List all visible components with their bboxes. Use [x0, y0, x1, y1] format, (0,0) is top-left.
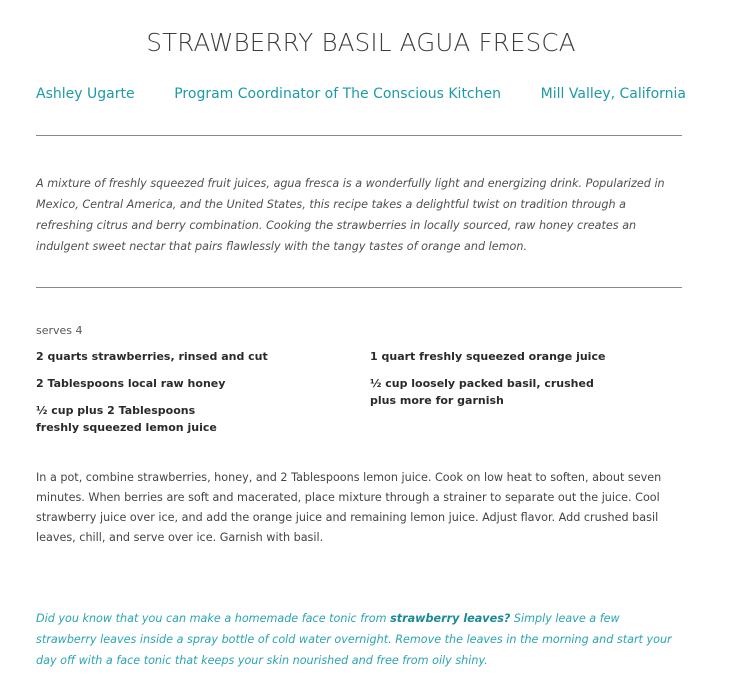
recipe-tip — [36, 608, 682, 671]
byline — [36, 86, 686, 102]
tip-text-after: Simply leave a few strawberry leaves inside a spray bottle of cold water overnight. Remove the leaves in the morning and start your day off with a face tonic that keeps your skin nourished and free from oily shiny. — [36, 612, 672, 667]
serves-count: serves 4 — [36, 324, 83, 337]
ingredient-item: 2 quarts strawberries, rinsed and cut — [36, 350, 268, 363]
ingredient-item: 1 quart freshly squeezed orange juice — [370, 350, 606, 363]
tip-highlight: strawberry leaves? — [390, 612, 511, 625]
divider-bottom — [36, 287, 682, 288]
tip-text-before: Did you know that you can make a homemade face tonic from — [36, 612, 391, 625]
recipe-intro: A mixture of freshly squeezed fruit juices, agua fresca is a wonderfully light and energizing drink. Popularized in Mexico, Central America, and the United States, this recipe takes a delightful twist on tradition through a refreshing citrus and berry combination. Cooking the strawberries in locally sourced, raw honey creates an indulgent sweet nectar that pairs flawlessly with the tangy tastes of orange and lemon. — [36, 177, 665, 253]
ingredients-left — [36, 348, 336, 446]
recipe-title: STRAWBERRY BASIL AGUA FRESCA — [146, 28, 576, 57]
ingredient-item: 2 Tablespoons local raw honey — [36, 377, 226, 390]
author-role: Program Coordinator of The Conscious Kitchen — [174, 86, 501, 102]
ingredients-right — [370, 348, 670, 419]
author-location: Mill Valley, California — [540, 86, 686, 102]
recipe-method: In a pot, combine strawberries, honey, and 2 Tablespoons lemon juice. Cook on low heat to soften, about seven minutes. When berries are soft and macerated, place mixture through a strainer to separate out the juice. Cool strawberry juice over ice, and add the orange juice and remaining lemon juice. Adjust flavor. Add crushed basil leaves, chill, and serve over ice. Garnish with basil. — [36, 471, 662, 544]
author-name: Ashley Ugarte — [36, 86, 135, 102]
ingredient-item: ½ cup loosely packed basil, crushed plus more for garnish — [370, 377, 594, 407]
divider-top — [36, 135, 682, 136]
ingredient-item: ½ cup plus 2 Tablespoons freshly squeezed lemon juice — [36, 404, 217, 434]
